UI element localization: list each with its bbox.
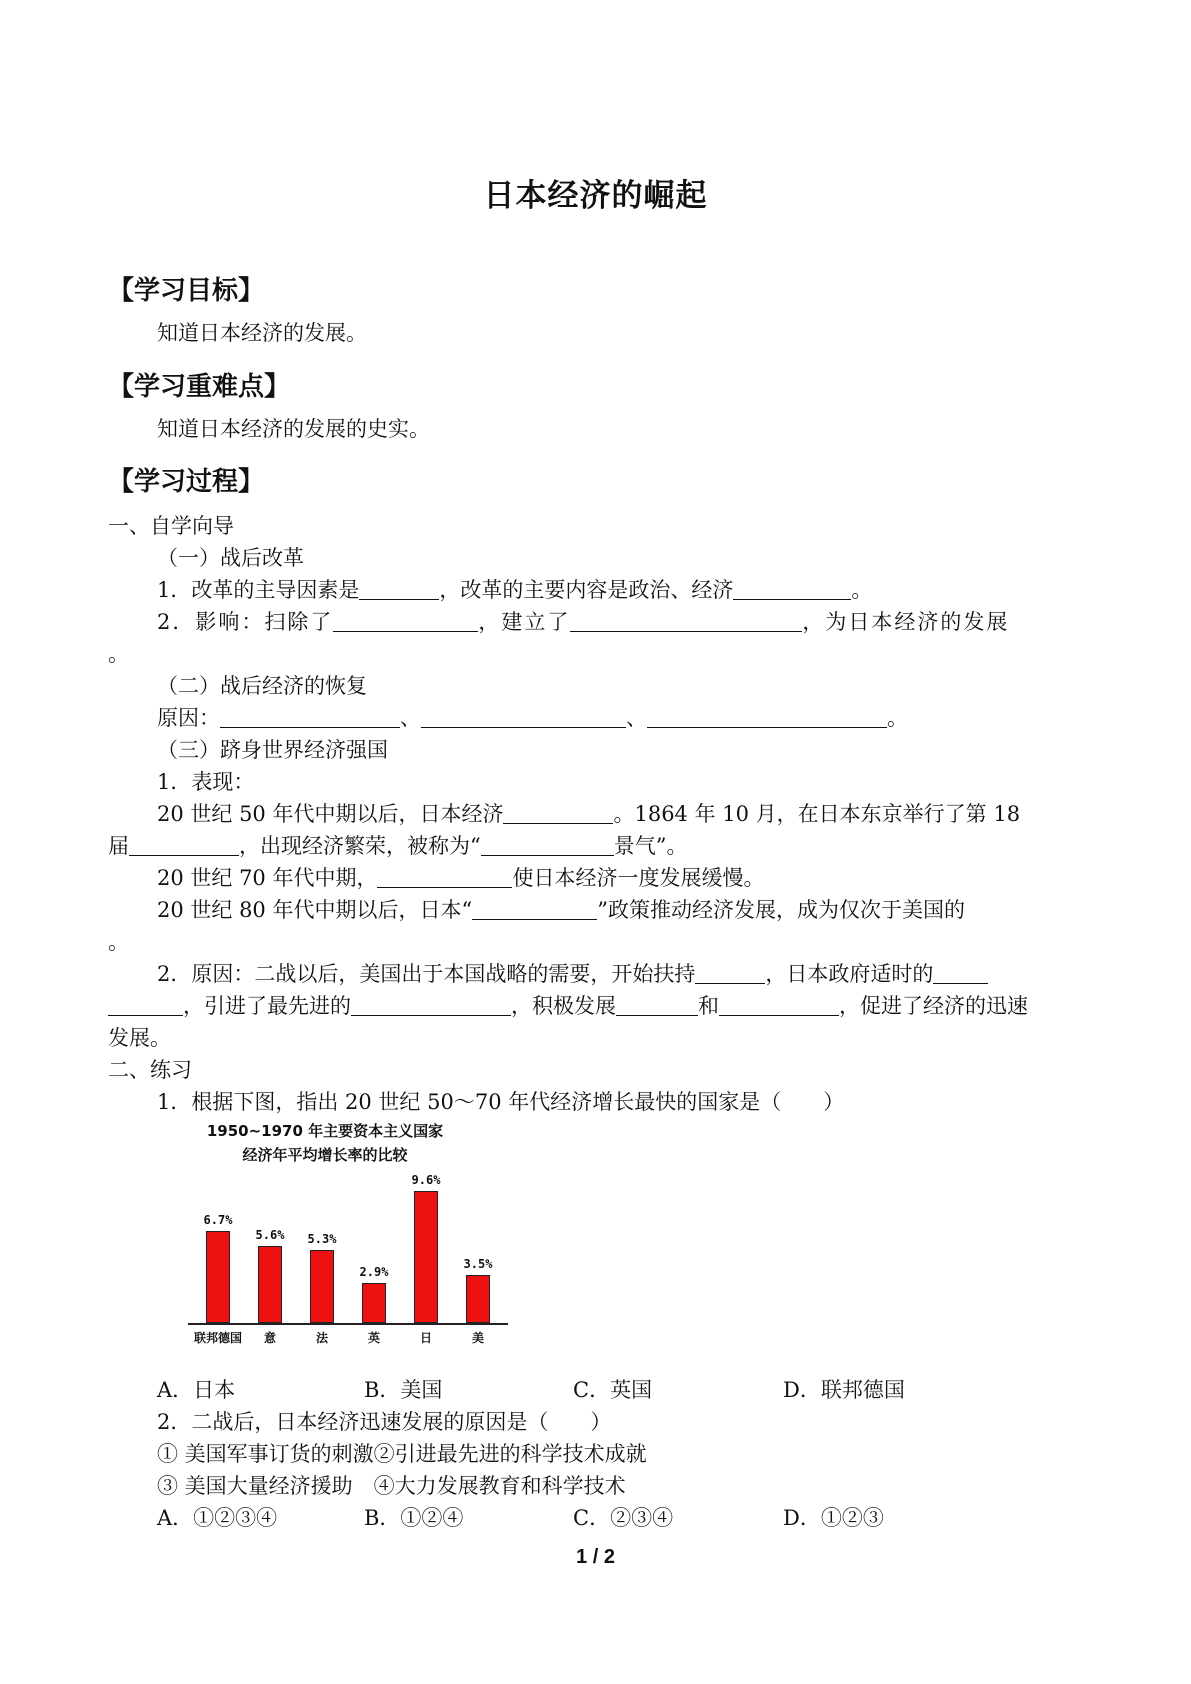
fill-blank (421, 705, 626, 728)
chart-category-label: 法 (315, 1331, 328, 1345)
chart-bar (362, 1283, 386, 1323)
q2-option-c: C．②③④ (573, 1506, 674, 1530)
chart-value-label: 5.6% (255, 1228, 285, 1242)
fill-blank (570, 609, 802, 632)
subsection-1: （一）战后改革 (157, 546, 304, 570)
chart-bar (414, 1191, 438, 1323)
performance-line-3: 20 世纪 70 年代中期， 使日本经济一度发展缓慢。 (157, 866, 765, 890)
fill-blank (472, 897, 597, 920)
question-reform-2: 2．影响：扫除了 ，建立了 ，为日本经济的发展 (157, 610, 1010, 634)
q1-option-c: C．英国 (573, 1378, 653, 1402)
fill-blank (933, 961, 988, 984)
reason-line-2: ，引进了最先进的 ，积极发展 和 ，促进了经济的迅速 (108, 991, 1028, 1021)
question-2: 2．二战后，日本经济迅速发展的原因是（ ） (157, 1410, 612, 1434)
reason-line-1: 2．原因：二战以后，美国出于本国战略的需要，开始扶持 ，日本政府适时的 (157, 959, 988, 989)
fill-blank (616, 993, 698, 1016)
recovery-reasons: 原因： 、 、 。 (157, 706, 908, 730)
part-one-heading: 一、自学向导 (108, 514, 234, 538)
subsection-3: （三）跻身世界经济强国 (157, 738, 388, 762)
fill-blank (695, 961, 765, 984)
fill-blank (333, 609, 478, 632)
chart-value-label: 6.7% (203, 1213, 233, 1227)
chart-category-label: 意 (263, 1331, 276, 1345)
fill-blank (719, 993, 839, 1016)
fill-blank (481, 833, 614, 856)
fill-blank (377, 865, 512, 888)
section-heading-key: 【学习重难点】 (108, 372, 291, 402)
fill-blank (503, 801, 613, 824)
chart-category-label: 联邦德国 (193, 1331, 242, 1345)
fill-blank (129, 833, 239, 856)
page-number: 1 / 2 (576, 1546, 615, 1568)
chart-value-label: 9.6% (411, 1173, 441, 1187)
chart-value-label: 3.5% (463, 1257, 493, 1271)
q2-option-b: B．①②④ (364, 1506, 464, 1530)
fill-blank (647, 705, 887, 728)
chart-value-label: 5.3% (307, 1232, 337, 1246)
chart-bar (258, 1246, 282, 1323)
key-text: 知道日本经济的发展的史实。 (157, 417, 430, 441)
fill-blank (359, 577, 439, 600)
q2-option-a: A．①②③④ (157, 1506, 278, 1530)
performance-line-2: 届 ，出现经济繁荣，被称为“ 景气”。 (108, 834, 688, 858)
chart-title: 1950~1970 年主要资本主义国家 (206, 1122, 444, 1140)
fill-blank (351, 993, 511, 1016)
chart-category-label: 美 (471, 1331, 484, 1345)
part-two-heading: 二、练习 (108, 1058, 192, 1082)
goal-text: 知道日本经济的发展。 (157, 321, 367, 345)
section-heading-process: 【学习过程】 (108, 467, 265, 497)
section-heading-goal: 【学习目标】 (108, 276, 265, 306)
chart-bar (466, 1275, 490, 1323)
q1-option-b: B．美国 (364, 1378, 443, 1402)
page-title: 日本经济的崛起 (483, 178, 708, 214)
question-reform-2-end: 。 (108, 642, 129, 666)
fill-blank (733, 577, 851, 600)
question-2-line-1: ① 美国军事订货的刺激②引进最先进的科学技术成就 (157, 1442, 647, 1466)
performance-line-5: 。 (108, 930, 129, 954)
fill-blank (220, 705, 400, 728)
chart-value-label: 2.9% (359, 1265, 389, 1279)
chart-category-label: 英 (367, 1331, 380, 1345)
q1-option-d: D．联邦德国 (783, 1378, 905, 1402)
growth-bar-chart (186, 1165, 516, 1345)
question-1: 1．根据下图，指出 20 世纪 50～70 年代经济增长最快的国家是（ ） (157, 1090, 845, 1114)
chart-bar (206, 1231, 230, 1323)
question-2-line-2: ③ 美国大量经济援助 ④大力发展教育和科学技术 (157, 1474, 626, 1498)
chart-subtitle: 经济年平均增长率的比较 (242, 1146, 408, 1164)
chart-category-label: 日 (419, 1331, 432, 1345)
performance-line-4: 20 世纪 80 年代中期以后，日本“ ”政策推动经济发展，成为仅次于美国的 (157, 898, 965, 922)
fill-blank (108, 993, 183, 1016)
subsection-2: （二）战后经济的恢复 (157, 674, 367, 698)
chart-bar (310, 1250, 334, 1323)
reason-line-3: 发展。 (108, 1026, 171, 1050)
q1-option-a: A．日本 (157, 1378, 236, 1402)
performance-line-1: 20 世纪 50 年代中期以后，日本经济 。1864 年 10 月，在日本东京举行了第 18 (157, 802, 1021, 826)
performance-heading: 1．表现： (157, 770, 255, 794)
q2-option-d: D．①②③ (783, 1506, 884, 1530)
chart-axis-line (188, 1323, 508, 1325)
question-reform-1: 1．改革的主导因素是 ，改革的主要内容是政治、经济 。 (157, 578, 873, 602)
